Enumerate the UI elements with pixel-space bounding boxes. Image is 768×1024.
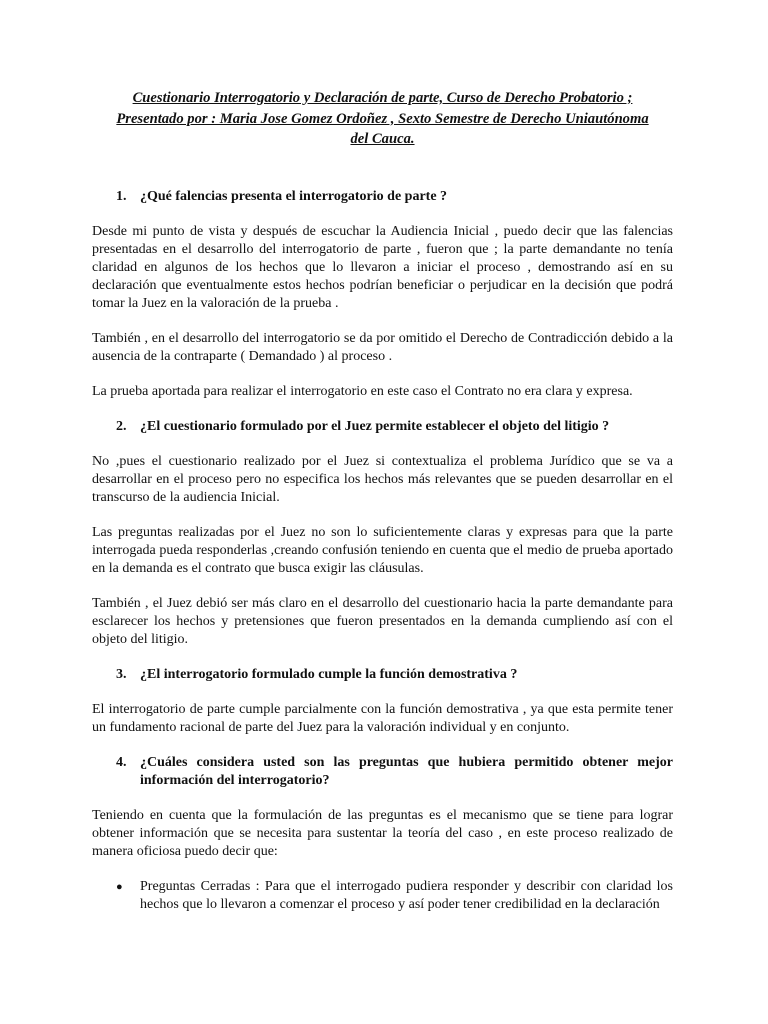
question-text: ¿Cuáles considera usted son las preguntas que hubiera permitido obtener mejor información del interrogatorio? — [140, 754, 673, 788]
question-number: 4. — [116, 754, 127, 770]
bullet-text: Preguntas Cerradas : Para que el interrogado pudiera responder y describir con claridad los hechos que lo llevaron a comenzar el proceso y así poder tener credibilidad en la declaración — [140, 878, 673, 912]
title-line-2: Presentado por : Maria Jose Gomez Ordoñez , Sexto Semestre de Derecho Uniautónoma — [116, 110, 649, 127]
answer-paragraph: Las preguntas realizadas por el Juez no son lo suficientemente claras y expresas para que la parte interrogada pueda responderlas ,creando confusión teniendo en cuenta que el medio de prueba aportado en la demanda es el contrato que busca exigir las cláusulas. — [92, 524, 673, 576]
answer-paragraph: También , en el desarrollo del interrogatorio se da por omitido el Derecho de Contradicción debido a la ausencia de la contraparte ( Demandado ) al proceso . — [92, 330, 673, 364]
answer-paragraph: También , el Juez debió ser más claro en el desarrollo del cuestionario hacia la parte demandante para esclarecer los hechos y pretensiones que fueron presentados en la demanda cumpliendo así con el objeto del litigio. — [92, 595, 673, 647]
answer-paragraph: Desde mi punto de vista y después de escuchar la Audiencia Inicial , puedo decir que las falencias presentadas en el desarrollo del interrogatorio de parte , fueron que ; la parte demandante no tenía claridad en algunos de los hechos que lo llevaron a iniciar el proceso , demostrando así en su declaración que eventualmente estos hechos podrían beneficiar o perjudicar en la decisión que podrá tomar la Juez en la valoración de la prueba . — [92, 223, 673, 311]
answer-paragraph: El interrogatorio de parte cumple parcialmente con la función demostrativa , ya que esta permite tener un fundamento racional de parte del Juez para la valoración individual y en conjunto. — [92, 701, 673, 735]
question-number: 2. — [116, 418, 127, 434]
document-title — [92, 88, 673, 150]
title-line-1: Cuestionario Interrogatorio y Declaración de parte, Curso de Derecho Probatorio ; — [132, 90, 633, 106]
document-page — [92, 88, 673, 914]
title-line-3: del Cauca. — [350, 131, 415, 147]
question-text: ¿El interrogatorio formulado cumple la función demostrativa ? — [140, 666, 518, 682]
bullet-item — [92, 878, 673, 914]
question-4-heading — [92, 754, 673, 790]
answer-paragraph: La prueba aportada para realizar el interrogatorio en este caso el Contrato no era clara y expresa. — [92, 383, 633, 399]
question-3-heading — [92, 666, 673, 684]
question-number: 1. — [116, 188, 127, 204]
question-text: ¿Qué falencias presenta el interrogatorio de parte ? — [140, 188, 448, 204]
answer-paragraph: Teniendo en cuenta que la formulación de las preguntas es el mecanismo que se tiene para lograr obtener información que se necesita para sustentar la teoría del caso , en este proceso realizado de manera oficiosa puedo decir que: — [92, 807, 673, 859]
question-1-heading — [92, 188, 673, 206]
question-number: 3. — [116, 666, 127, 682]
answer-paragraph: No ,pues el cuestionario realizado por el Juez si contextualiza el problema Jurídico que se va a desarrollar en el proceso pero no especifica los hechos más relevantes que se pueden desarrollar en el transcurso de la audiencia Inicial. — [92, 453, 673, 505]
bullet-dot-icon: ● — [116, 880, 123, 893]
question-text: ¿El cuestionario formulado por el Juez permite establecer el objeto del litigio ? — [140, 418, 610, 434]
question-2-heading — [92, 418, 673, 436]
